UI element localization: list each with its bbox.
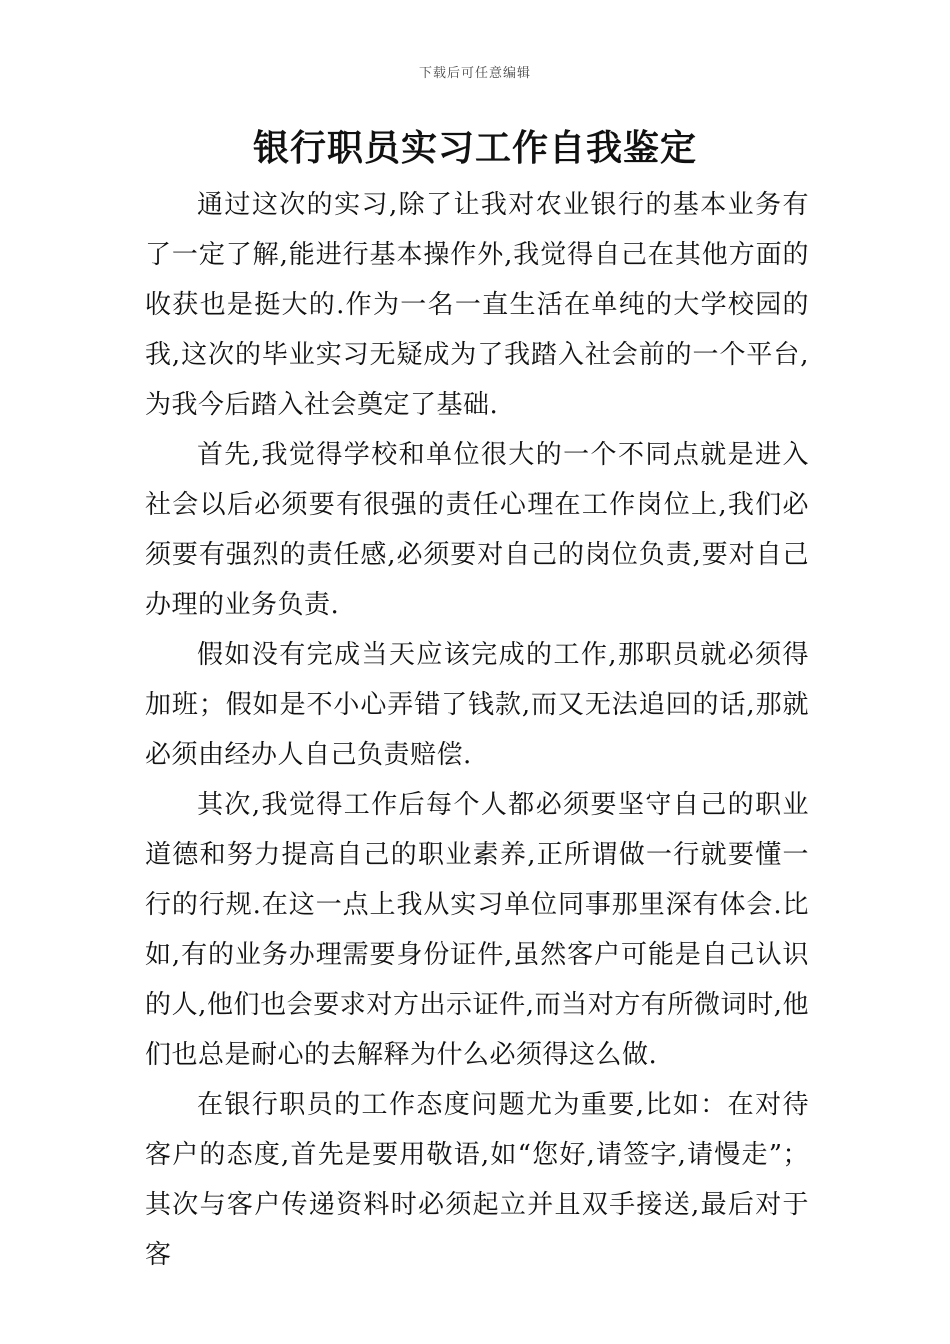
paragraph-4: 其次,我觉得工作后每个人都必须要坚守自己的职业道德和努力提高自己的职业素养,正所谓做一行就要懂一行的行规.在这一点上我从实习单位同事那里深有体会.比如,有的业务办理需要身份证件,虽然客户可能是自己认识的人,他们也会要求对方出示证件,而当对方有所微词时,他们也总是耐心的去解释为什么必须得这么做.	[145, 790, 809, 1070]
header-note: 下载后可任意编辑	[418, 66, 531, 81]
paragraph-3: 假如没有完成当天应该完成的工作,那职员就必须得加班；假如是不小心弄错了钱款,而又无法追回的话,那就必须由经办人自己负责赔偿.	[145, 640, 809, 770]
paragraph-5: 在银行职员的工作态度问题尤为重要,比如：在对待客户的态度,首先是要用敬语,如“您好,请签字,请慢走”；其次与客户传递资料时必须起立并且双手接送,最后对于客	[145, 1090, 809, 1270]
document-body	[145, 180, 809, 1280]
document-title: 银行职员实习工作自我鉴定	[252, 128, 697, 169]
paragraph-1: 通过这次的实习,除了让我对农业银行的基本业务有了一定了解,能进行基本操作外,我觉得自己在其他方面的收获也是挺大的.作为一名一直生活在单纯的大学校园的我,这次的毕业实习无疑成为了我踏入社会前的一个平台,为我今后踏入社会奠定了基础.	[145, 190, 809, 420]
paragraph-2: 首先,我觉得学校和单位很大的一个不同点就是进入社会以后必须要有很强的责任心理在工作岗位上,我们必须要有强烈的责任感,必须要对自己的岗位负责,要对自己办理的业务负责.	[145, 440, 809, 620]
